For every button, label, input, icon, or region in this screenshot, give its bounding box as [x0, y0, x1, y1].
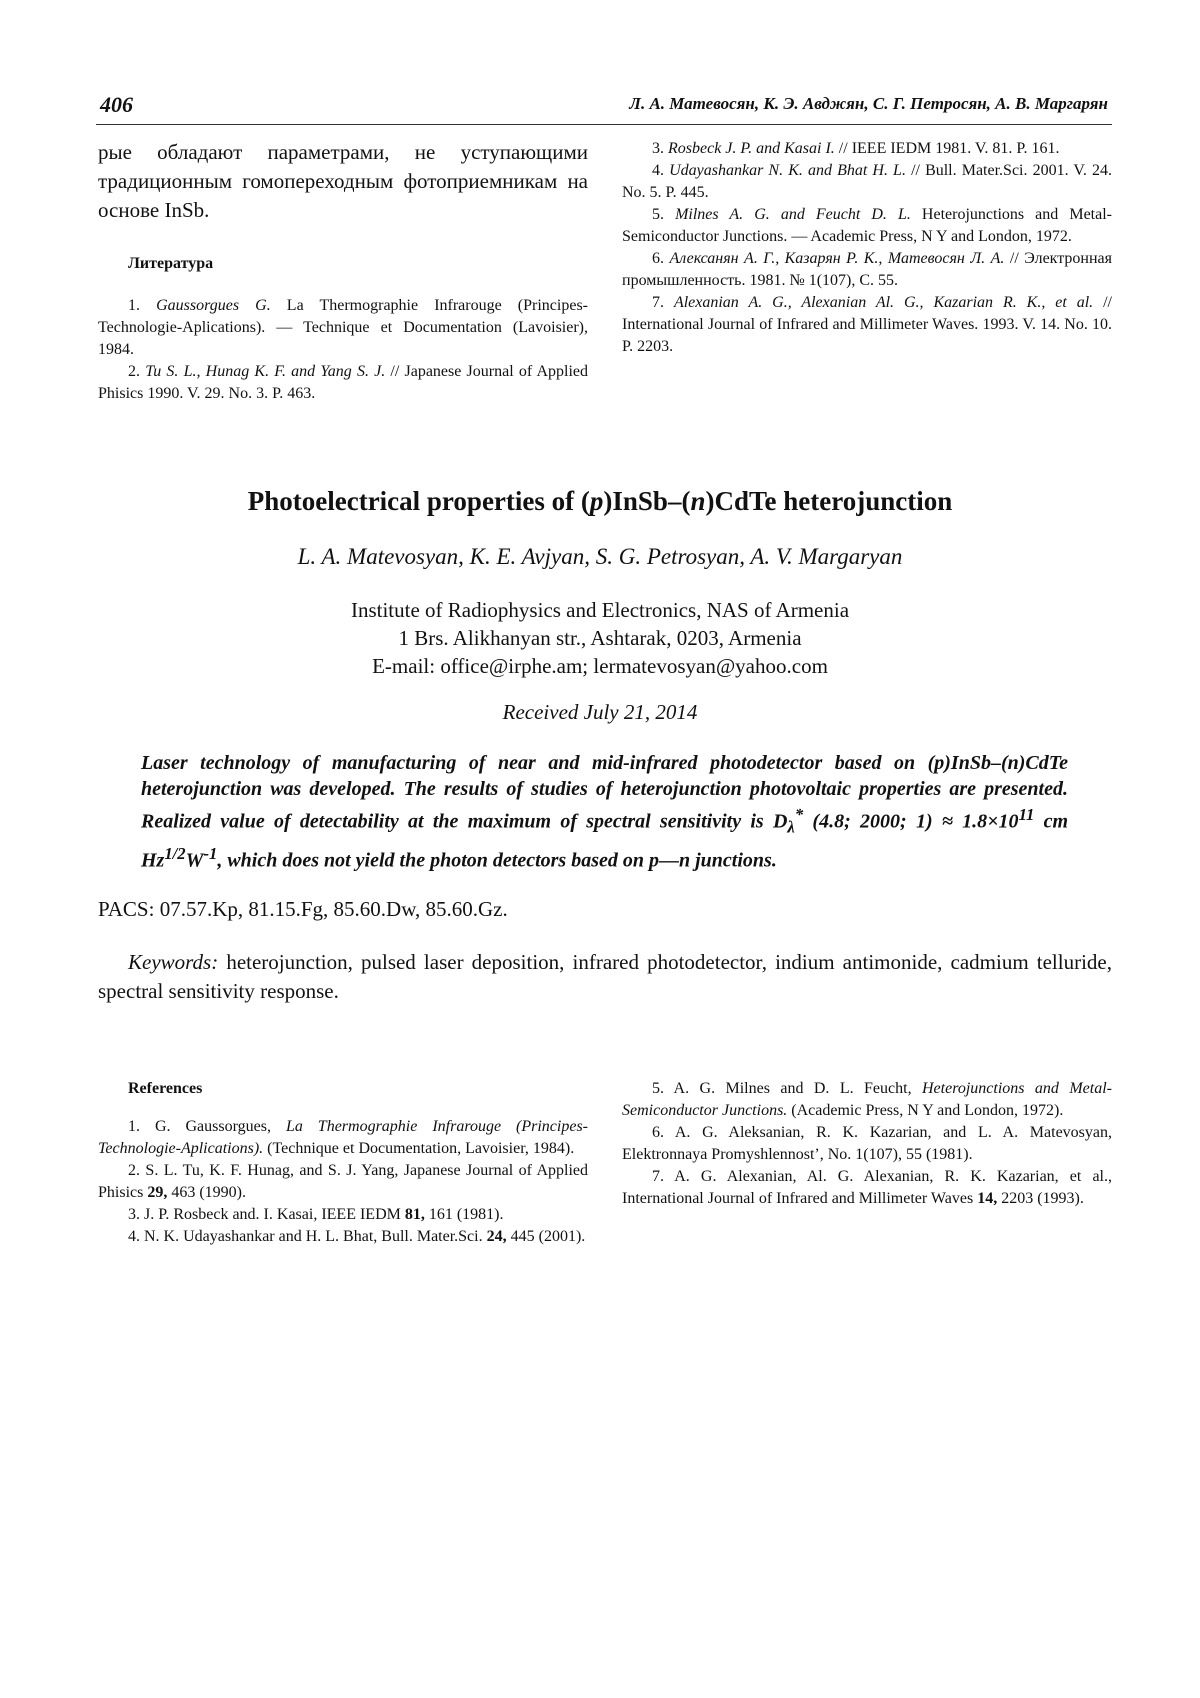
references-heading: References [128, 1080, 203, 1097]
lit-ref-6: 6. Алексанян А. Г., Казарян Р. К., Матевосян Л. А. // Электронная промышленность. 1981. № 1(107), С. 55. [622, 250, 1113, 289]
prev-right-column [622, 138, 1112, 358]
pacs: PACS: 07.57.Kp, 81.15.Fg, 85.60.Dw, 85.60.Gz. [98, 897, 508, 921]
ref-text: 4. N. K. Udayashankar and H. L. Bhat, Bull. Mater.Sci. [128, 1228, 487, 1245]
lit-ref-authors: Алексанян А. Г., Казарян Р. К., Матевосян Л. А. [669, 250, 1005, 267]
lit-ref-authors: Milnes A. G. and Feucht D. L. [675, 206, 911, 223]
lit-ref-body: La Thermographie Infrarouge (Principes-Technologie-Aplications). — Technique et Documentation (Lavoisier), 1984. [98, 297, 589, 358]
ref-text: 3. J. P. Rosbeck and. I. Kasai, IEEE IEDM [128, 1206, 405, 1223]
prev-refs-left [98, 295, 588, 405]
received-date: Received July 21, 2014 [502, 700, 698, 724]
lit-ref-body: Heterojunctions and Metal-Semiconductor Junctions. — Academic Press, N Y and London, 1972. [622, 206, 1112, 245]
ref-text: 7. A. G. Alexanian, Al. G. Alexanian, R. K. Kazarian, et al., International Journal of Infrared and Millimeter Waves [622, 1168, 1112, 1207]
lit-ref-body: // IEEE IEDM 1981. V. 81. P. 161. [834, 140, 1060, 157]
lit-ref-authors: Gaussorgues G. [156, 297, 271, 314]
abstract-sup: 1/2 [164, 843, 186, 863]
references-right-column [622, 1078, 1112, 1210]
affiliation-address: 1 Brs. Alikhanyan str., Ashtarak, 0203, Armenia [398, 626, 802, 650]
reference-2 [98, 1160, 588, 1204]
abstract-text: , which does not yield the photon detectors based on p—n junctions. [217, 849, 777, 872]
title-part: Photoelectrical properties of ( [247, 486, 590, 516]
lit-ref-7: 7. Alexanian A. G., Alexanian Al. G., Kazarian R. K., et al. // International Journal of Infrared and Millimeter Waves. 1993. V. 14. No. 10. P. 2203. [622, 294, 1113, 355]
keywords-text: heterojunction, pulsed laser deposition, infrared photodetector, indium antimonide, cadmium telluride, spectral sensitivity response. [98, 950, 1112, 1003]
title-part: )InSb–( [603, 486, 691, 516]
article-title [0, 486, 1200, 517]
abstract-text: W [185, 849, 204, 872]
reference-1 [98, 1116, 588, 1160]
ref-text: 445 (2001). [506, 1228, 586, 1245]
lit-ref-authors: Tu S. L., Hunag K. F. and Yang S. J. [145, 363, 386, 380]
running-head: Л. А. Матевосян, К. Э. Авджян, С. Г. Петросян, А. В. Маргарян [629, 94, 1108, 113]
lit-ref-authors: Udayashankar N. K. and Bhat H. L. [669, 162, 906, 179]
abstract [141, 750, 1068, 873]
abstract-text: Laser technology of manufacturing of near and mid-infrared photodetector based on (p)InSb–(n)CdTe heterojunction was developed. The results of studies of heterojunction photovoltaic properties are presented. Realized value of detectability at the maximum of spectral sensitivity is D [141, 752, 1068, 833]
ref-title: Heterojunctions and Metal-Semiconductor Junctions. [622, 1080, 1112, 1119]
prev-continuation [98, 138, 588, 225]
keywords [98, 948, 1112, 1006]
ref-text: (Technique et Documentation, Lavoisier, 1984). [263, 1140, 575, 1157]
reference-4 [98, 1226, 588, 1248]
ref-volume: 29, [147, 1184, 168, 1201]
abstract-text: (4.8; 2000; 1) ≈ 1.8×10 [803, 810, 1019, 833]
lit-ref-body: // Japanese Journal of Applied Phisics 1990. V. 29. No. 3. P. 463. [98, 363, 589, 402]
header-rule [96, 124, 1112, 125]
keywords-label: Keywords: [128, 950, 219, 974]
reference-6 [622, 1122, 1112, 1166]
article-authors: L. A. Matevosyan, K. E. Avjyan, S. G. Petrosyan, A. V. Margaryan [297, 544, 903, 569]
prev-left-column [98, 138, 588, 405]
affiliation-institute: Institute of Radiophysics and Electronics, NAS of Armenia [350, 598, 850, 622]
reference-5 [622, 1078, 1112, 1122]
ref-text: 1. G. Gaussorgues, [128, 1118, 286, 1135]
title-part: n [690, 486, 706, 516]
ref-text: (Academic Press, N Y and London, 1972). [787, 1102, 1064, 1119]
reference-7 [622, 1166, 1112, 1210]
lit-ref-1: 1. Gaussorgues G. La Thermographie Infrarouge (Principes-Technologie-Aplications). — Technique et Documentation (Lavoisier), 1984. [98, 297, 589, 358]
lit-ref-5: 5. Milnes A. G. and Feucht D. L. Heterojunctions and Metal-Semiconductor Junctions. — Academic Press, N Y and London, 1972. [622, 206, 1112, 245]
abstract-sup: 11 [1018, 805, 1035, 824]
ref-text: 463 (1990). [167, 1184, 246, 1201]
refs-left [98, 1116, 588, 1248]
ref-volume: 24, [486, 1228, 507, 1245]
ref-text: 2. S. L. Tu, K. F. Hunag, and S. J. Yang, Japanese Journal of Applied Phisics [98, 1162, 588, 1201]
ref-volume: 14, [977, 1190, 998, 1207]
title-part: )CdTe heterojunction [705, 486, 953, 516]
abstract-sup: * [794, 805, 804, 824]
lit-ref-body: // Bull. Mater.Sci. 2001. V. 24. No. 5. P. 445. [622, 162, 1113, 201]
ref-volume: 81, [404, 1206, 425, 1223]
ref-text: 2203 (1993). [997, 1190, 1084, 1207]
ref-title: La Thermographie Infrarouge (Principes-Technologie-Aplications). [98, 1118, 588, 1157]
title-part: p [589, 486, 604, 516]
page-number: 406 [100, 92, 133, 117]
abstract-sup: -1 [203, 843, 218, 863]
lit-ref-2: 2. Tu S. L., Hunag K. F. and Yang S. J. // Japanese Journal of Applied Phisics 1990. V. 29. No. 3. P. 463. [98, 363, 589, 402]
references-left-column [98, 1078, 588, 1248]
abstract-text: cm Hz [141, 810, 1069, 872]
reference-3 [98, 1204, 588, 1226]
lit-ref-3: 3. Rosbeck J. P. and Kasai I. // IEEE IEDM 1981. V. 81. P. 161. [652, 140, 1060, 157]
abstract-sub: λ [787, 817, 795, 837]
lit-ref-body: // International Journal of Infrared and Millimeter Waves. 1993. V. 14. No. 10. P. 2203. [622, 294, 1113, 355]
lit-ref-authors: Rosbeck J. P. and Kasai I. [668, 140, 835, 157]
affiliation [0, 596, 1200, 680]
literature-heading: Литература [128, 255, 214, 272]
lit-ref-4: 4. Udayashankar N. K. and Bhat H. L. // Bull. Mater.Sci. 2001. V. 24. No. 5. P. 445. [622, 162, 1113, 201]
ref-text: 161 (1981). [424, 1206, 504, 1223]
lit-ref-authors: Alexanian A. G., Alexanian Al. G., Kazarian R. K., et al. [673, 294, 1094, 311]
affiliation-email: E-mail: office@irphe.am; lermatevosyan@yahoo.com [372, 654, 828, 678]
ref-text: 6. A. G. Aleksanian, R. K. Kazarian, and L. A. Matevosyan, Elektronnaya Promyshlennost’, No. 1(107), 55 (1981). [622, 1124, 1112, 1163]
continuation-text: рые обладают параметрами, не уступающими традиционным гомопереходным фотоприемникам на основе InSb. [98, 140, 588, 222]
lit-ref-body: // Электронная промышленность. 1981. № 1(107), С. 55. [622, 250, 1113, 289]
ref-text: 5. A. G. Milnes and D. L. Feucht, [652, 1080, 922, 1097]
